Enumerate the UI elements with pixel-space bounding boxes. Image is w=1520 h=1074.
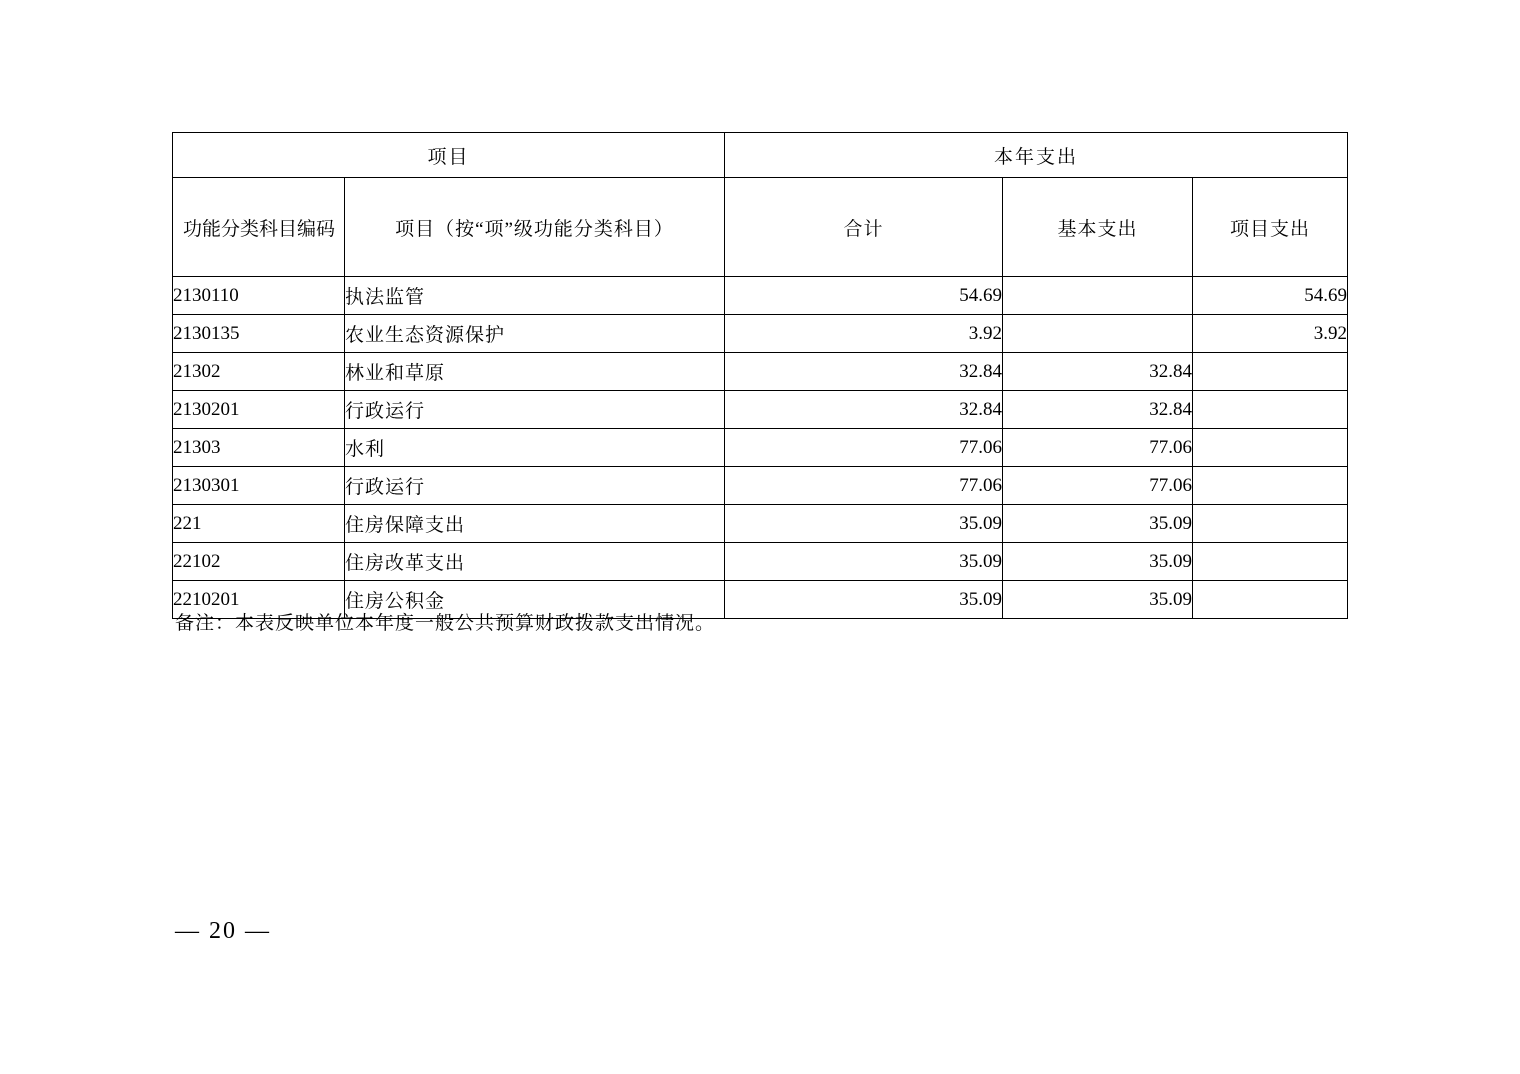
cell-code: 2210201 bbox=[173, 581, 345, 619]
cell-basic bbox=[1003, 315, 1193, 353]
cell-code: 21303 bbox=[173, 429, 345, 467]
cell-code: 22102 bbox=[173, 543, 345, 581]
header-code: 功能分类科目编码 bbox=[173, 178, 345, 277]
header-total: 合计 bbox=[725, 178, 1003, 277]
cell-name: 住房改革支出 bbox=[345, 543, 725, 581]
cell-project bbox=[1193, 429, 1348, 467]
table-row bbox=[173, 543, 1348, 581]
cell-code: 2130301 bbox=[173, 467, 345, 505]
cell-code: 21302 bbox=[173, 353, 345, 391]
cell-name: 行政运行 bbox=[345, 467, 725, 505]
cell-total: 35.09 bbox=[725, 505, 1003, 543]
table-row bbox=[173, 277, 1348, 315]
cell-basic bbox=[1003, 277, 1193, 315]
cell-total: 3.92 bbox=[725, 315, 1003, 353]
cell-basic: 35.09 bbox=[1003, 543, 1193, 581]
table-row bbox=[173, 429, 1348, 467]
page-number: — 20 — bbox=[175, 918, 271, 944]
cell-code: 221 bbox=[173, 505, 345, 543]
cell-code: 2130201 bbox=[173, 391, 345, 429]
cell-basic: 77.06 bbox=[1003, 429, 1193, 467]
cell-total: 32.84 bbox=[725, 391, 1003, 429]
cell-basic: 35.09 bbox=[1003, 505, 1193, 543]
cell-total: 32.84 bbox=[725, 353, 1003, 391]
cell-total: 35.09 bbox=[725, 581, 1003, 619]
cell-total: 35.09 bbox=[725, 543, 1003, 581]
header-expense-group: 本年支出 bbox=[725, 133, 1348, 178]
cell-project: 54.69 bbox=[1193, 277, 1348, 315]
cell-name: 行政运行 bbox=[345, 391, 725, 429]
budget-table-container bbox=[172, 132, 1347, 619]
cell-name: 执法监管 bbox=[345, 277, 725, 315]
table-header-top-row bbox=[173, 133, 1348, 178]
cell-name: 林业和草原 bbox=[345, 353, 725, 391]
cell-project bbox=[1193, 505, 1348, 543]
budget-table bbox=[172, 132, 1348, 619]
cell-name: 农业生态资源保护 bbox=[345, 315, 725, 353]
header-project: 项目支出 bbox=[1193, 178, 1348, 277]
cell-project bbox=[1193, 581, 1348, 619]
cell-basic: 35.09 bbox=[1003, 581, 1193, 619]
header-name: 项目（按“项”级功能分类科目） bbox=[345, 178, 725, 277]
cell-name: 住房公积金 bbox=[345, 581, 725, 619]
cell-total: 77.06 bbox=[725, 429, 1003, 467]
cell-name: 住房保障支出 bbox=[345, 505, 725, 543]
table-row bbox=[173, 353, 1348, 391]
cell-total: 77.06 bbox=[725, 467, 1003, 505]
table-row bbox=[173, 391, 1348, 429]
cell-basic: 77.06 bbox=[1003, 467, 1193, 505]
cell-name: 水利 bbox=[345, 429, 725, 467]
table-row bbox=[173, 505, 1348, 543]
cell-code: 2130110 bbox=[173, 277, 345, 315]
cell-project: 3.92 bbox=[1193, 315, 1348, 353]
cell-project bbox=[1193, 391, 1348, 429]
cell-basic: 32.84 bbox=[1003, 391, 1193, 429]
cell-project bbox=[1193, 353, 1348, 391]
header-item-group: 项目 bbox=[173, 133, 725, 178]
table-row bbox=[173, 467, 1348, 505]
header-basic: 基本支出 bbox=[1003, 178, 1193, 277]
cell-project bbox=[1193, 467, 1348, 505]
table-note: 备注：本表反映单位本年度一般公共预算财政拨款支出情况。 bbox=[175, 613, 716, 634]
cell-project bbox=[1193, 543, 1348, 581]
cell-basic: 32.84 bbox=[1003, 353, 1193, 391]
cell-total: 54.69 bbox=[725, 277, 1003, 315]
table-row bbox=[173, 315, 1348, 353]
cell-code: 2130135 bbox=[173, 315, 345, 353]
table-header-sub-row bbox=[173, 178, 1348, 277]
